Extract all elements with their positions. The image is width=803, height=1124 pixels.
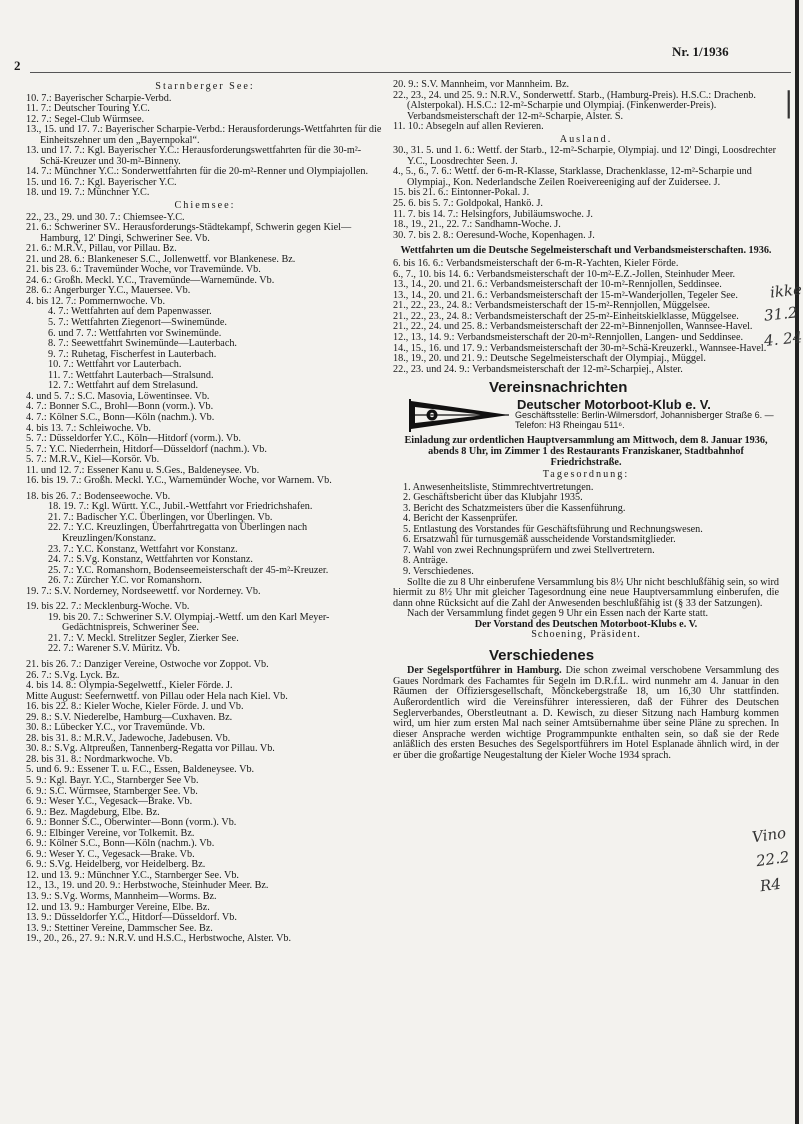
regatta-entry: 30. 7. bis 2. 8.: Oeresund-Woche, Kopenhagen. J. [393, 229, 595, 241]
regatta-entry: 16. bis 19. 7.: Großh. Meckl. Y.C., Warnemünder Woche, vor Warnem. Vb. [26, 475, 332, 487]
regatta-sub-entry: 11. 7.: Wettfahrt Lauterbach—Stralsund. [48, 369, 214, 381]
regatta-sub-entry: 12. 7.: Wettfahrt auf dem Strelasund. [48, 380, 199, 392]
regatta-entry: 11. 10.: Absegeln auf allen Revieren. [393, 121, 544, 133]
regatta-entry: 6. 9.: Weser Y. C., Vegesack—Brake. Vb. [26, 848, 195, 860]
regatta-entry: 11. 7. bis 14. 7.: Helsingfors, Jubiläumswoche. J. [393, 208, 593, 220]
regatta-entry: 4. 7.: Kölner S.C., Bonn—Köln (nachm.). Vb. [26, 411, 215, 423]
regatta-entry: 4. und 5. 7.: S.C. Masovia, Löwentinsee. Vb. [26, 390, 210, 402]
regatta-entry: 4. bis 12. 7.: Pommernwoche. Vb. [26, 295, 166, 307]
meeting-note: Nach der Versammlung findet gegen 9 Uhr ein Essen nach der Karte statt. [407, 608, 709, 620]
regatta-entry: 25. 6. bis 5. 7.: Goldpokal, Hankö. J. [393, 198, 543, 210]
section-heading: Ausland. [559, 133, 613, 145]
regatta-entry: 21., 22., 24. und 25. 8.: Verbandsmeisterschaft der 22-m²-Binnenjollen, Wannsee-Havel. [393, 321, 753, 333]
regatta-entry: 6. 9.: S.C. Würmsee, Starnberger See. Vb. [26, 785, 198, 797]
regatta-entry: 13. und 17. 7.: Kgl. Bayerischer Y.C.: Herausforderungswettfahrten für die 30-m²-Schä-Kreuzer und 30-m²-Binneny. [26, 145, 362, 167]
signature-board: Der Vorstand des Deutschen Motorboot-Klubs e. V. [474, 618, 698, 630]
agenda-item: 6. Ersatzwahl für turnusgemäß ausscheidende Vorstandsmitglieder. [403, 534, 676, 546]
agenda-item: 2. Geschäftsbericht über das Klubjahr 1935. [403, 492, 583, 504]
meeting-notes [393, 578, 779, 620]
regatta-sub-entry: 24. 7.: S.Vg. Konstanz, Wettfahrten vor Konstanz. [48, 554, 253, 566]
page-edge [795, 0, 799, 1124]
regatta-entry: 6. 9.: Weser Y.C., Vegesack—Brake. Vb. [26, 796, 193, 808]
right-column [393, 80, 779, 761]
regatta-entry: 6. 9.: Kölner S.C., Bonn—Köln (nachm.). Vb. [26, 838, 215, 850]
regatta-sub-entry: 6. und 7. 7.: Wettfahrten vor Swinemünde. [48, 327, 222, 339]
regatta-entry: 15. und 16. 7.: Kgl. Bayerischer Y.C. [26, 176, 177, 188]
vereinsnachrichten-title: Vereinsnachrichten [489, 379, 628, 397]
regatta-entry: 13. 9.: Stettiner Vereine, Dammscher See. Bz. [26, 922, 213, 934]
regatta-entry: 19., 20., 26., 27. 9.: N.R.V. und H.S.C., Herbstwoche, Alster. Vb. [26, 933, 292, 945]
regatta-entry: 24. 6.: Großh. Meckl. Y.C., Travemünde—Warnemünde. Vb. [26, 274, 275, 286]
regatta-entry: 20. 9.: S.V. Mannheim, vor Mannheim. Bz. [393, 79, 570, 90]
section-heading: Starnberger See: [155, 81, 255, 92]
regatta-sub-entry: 21. 7.: V. Meckl. Strelitzer Segler, Zierker See. [48, 632, 239, 644]
handwritten-margin-note: 31.2 [763, 303, 799, 325]
regatta-entry: 18., 19., 21., 22. 7.: Sandhamn-Woche. J. [393, 219, 561, 231]
regatta-entry: 14. 7.: Münchner Y.C.: Sonderwettfahrten für die 20-m²-Renner und Olympiajollen. [26, 166, 369, 178]
regatta-entry: 5. 9.: Kgl. Bayr. Y.C., Starnberger See Vb. [26, 775, 199, 786]
regatta-entry: 28. bis 31. 8.: M.R.V., Jadewoche, Jadebusen. Vb. [26, 732, 231, 744]
regatta-entry: 4., 5., 6., 7. 6.: Wettf. der 6-m-R-Klasse, Starklasse, Drachenklasse, 12-m²-Scharpie und Olympiaj., Kon. Nederlandsche Zeilen Roeivereeniging auf der Zuidersee. J. [393, 166, 752, 188]
regatta-entry: 12. und 13. 9.: Hamburger Vereine, Elbe. Bz. [26, 901, 210, 913]
agenda-item: 1. Anwesenheitsliste, Stimmrechtvertretungen. [403, 481, 594, 493]
regatta-entry: 19. 7.: S.V. Norderney, Nordseewettf. vor Norderney. Vb. [26, 585, 261, 597]
agenda-item: 7. Wahl von zwei Rechnungsprüfern und zwei Stellvertretern. [403, 544, 655, 556]
regatta-entry: 30. 8.: Lübecker Y.C., vor Travemünde. Vb. [26, 722, 205, 734]
regatta-sub-entry: 4. 7.: Wettfahrten auf dem Papenwasser. [48, 306, 212, 318]
regatta-entry: 28. 6.: Angerburger Y.C., Mauersee. Vb. [26, 285, 191, 297]
handwritten-margin-note: R4 [758, 874, 782, 896]
regatta-sub-entry: 23. 7.: Y.C. Konstanz, Wettfahrt vor Konstanz. [48, 543, 238, 555]
page-number: 2 [14, 58, 21, 73]
regatta-entry: 21., 22., 23., 24. 8.: Verbandsmeisterschaft der 25-m²-Einheitskielklasse, Müggelsee. [393, 310, 739, 322]
regatta-entry: 6. bis 16. 6.: Verbandsmeisterschaft der 6-m-R-Yachten, Kieler Förde. [393, 258, 679, 270]
section-heading: Chiemsee: [174, 200, 236, 212]
regatta-entry: 13. 9.: S.Vg. Worms, Mannheim—Worms. Bz. [26, 891, 217, 903]
regatta-entry: 13., 14., 20. und 21. 6.: Verbandsmeisterschaft der 10-m²-Rennjollen, Seddinsee. [393, 279, 722, 291]
regatta-entry: 5. und 6. 9.: Essener T. u. F.C., Essen, Baldeneysee. Vb. [26, 764, 255, 776]
regatta-entry: 16. bis 22. 8.: Kieler Woche, Kieler Förde. J. und Vb. [26, 701, 244, 713]
regatta-list-continued [393, 80, 779, 375]
regatta-entry: 26. 7.: S.Vg. Lyck. Bz. [26, 669, 120, 681]
regatta-entry: 19. bis 22. 7.: Mecklenburg-Woche. Vb. [26, 601, 190, 613]
article-lead: Der Segelsportführer in Hamburg. [407, 665, 562, 677]
regatta-entry: 14., 15., 16. und 17. 9.: Verbandsmeisterschaft der 30-m²-Schä-Kreuzerkl., Wannsee-Havel. [393, 342, 767, 354]
regatta-entry: 21. bis 23. 6.: Travemünder Woche, vor Travemünde. Vb. [26, 264, 261, 276]
agenda-heading: Tagesordnung: [542, 469, 630, 481]
handwritten-margin-note: ikke [769, 280, 803, 302]
regatta-entry: 28. bis 31. 8.: Nordmarkwoche. Vb. [26, 753, 173, 765]
regatta-entry: 5. 7.: M.R.V., Kiel—Korsör. Vb. [26, 454, 160, 466]
regatta-sub-entry: 18. 19. 7.: Kgl. Württ. Y.C., Jubil.-Wettfahrt vor Friedrichshafen. [48, 501, 313, 513]
handwritten-margin-note: | [784, 86, 794, 119]
regatta-entry: 30. 8.: S.Vg. Altpreußen, Tannenberg-Regatta vor Pillau. Vb. [26, 743, 275, 755]
signature-president: Schoening, Präsident. [531, 629, 641, 641]
regatta-entry: 12., 13., 19. und 20. 9.: Herbstwoche, Steinhuder Meer. Bz. [26, 880, 269, 892]
agenda-list [393, 483, 779, 578]
regatta-entry: 6., 7., 10. bis 14. 6.: Verbandsmeisterschaft der 10-m²-E.Z.-Jollen, Steinhuder Meer. [393, 268, 736, 280]
issue-number: Nr. 1/1936 [672, 44, 729, 59]
regatta-entry: 5. 7.: Y.C. Niederrhein, Hitdorf—Düsseldorf (nachm.). Vb. [26, 443, 267, 455]
regatta-entry: 13., 14., 20. und 21. 6.: Verbandsmeisterschaft der 15-m²-Wanderjollen, Tegeler See. [393, 289, 738, 301]
regatta-entry: 18. bis 26. 7.: Bodenseewoche. Vb. [26, 490, 171, 502]
regatta-entry: 13., 15. und 17. 7.: Bayerischer Scharpie-Verbd.: Herausforderungs-Wettfahrten für die Einheitszehner um den „Bayernpokal“. [26, 124, 382, 146]
agenda-item: 5. Entlastung des Vorstandes für Geschäftsführung und Rechnungswesen. [403, 523, 703, 535]
verschiedenes-title: Verschiedenes [489, 646, 595, 664]
regatta-entry: 21. 6.: Schweriner SV.. Herausforderungs-Städtekampf, Schwerin gegen Kiel—Hamburg, 12' Dingi, Schweriner See. Vb. [26, 222, 352, 244]
regatta-entry: 29. 8.: S.V. Niederelbe, Hamburg—Cuxhaven. Bz. [26, 711, 233, 723]
regatta-entry: 21. 6.: M.R.V., Pillau, vor Pillau. Bz. [26, 243, 177, 255]
regatta-entry: 21. und 28. 6.: Blankeneser S.C., Jollenwettf. vor Blankenese. Bz. [26, 253, 296, 265]
regatta-entry: 11. und 12. 7.: Essener Kanu u. S.Ges., Baldeneysee. Vb. [26, 464, 260, 476]
regatta-sub-entry: 5. 7.: Wettfahrten Ziegenort—Swinemünde. [48, 317, 227, 329]
agenda-item: 9. Verschiedenes. [403, 566, 474, 578]
regatta-entry: 6. 9.: Bez. Magdeburg, Elbe. Bz. [26, 806, 160, 818]
regatta-entry: 5. 7.: Düsseldorfer Y.C., Köln—Hitdorf (vorm.). Vb. [26, 433, 241, 445]
regatta-sub-entry: 10. 7.: Wettfahrt vor Lauterbach. [48, 359, 182, 371]
regatta-sub-entry: 8. 7.: Seewettfahrt Swinemünde—Lauterbach. [48, 338, 237, 350]
regatta-sub-entry: 26. 7.: Zürcher Y.C. vor Romanshorn. [48, 575, 202, 587]
handwritten-margin-note: 4. 24 [763, 328, 803, 350]
regatta-entry: 10. 7.: Bayerischer Scharpie-Verbd. [26, 92, 172, 104]
regatta-entry: 6. 9.: S.Vg. Heidelberg, vor Heidelberg. Bz. [26, 859, 206, 871]
header-rule [30, 72, 791, 73]
vereinsnachrichten-section [393, 379, 779, 641]
regatta-entry: 12. 7.: Segel-Club Würmsee. [26, 113, 145, 125]
regatta-sub-entry: 21. 7.: Badischer Y.C. Überlingen, vor Überlingen. Vb. [48, 511, 273, 523]
verschiedenes-article [393, 666, 779, 761]
regatta-entry: 21., 22., 23., 24. 8.: Verbandsmeisterschaft der 15-m²-Rennjollen, Müggelsee. [393, 300, 710, 312]
regatta-entry: Mitte August: Seefernwettf. von Pillau oder Hela nach Kiel. Vb. [26, 690, 288, 702]
article-body: Die schon zweimal verschobene Versammlung des Gaues Nordmark des Fachamtes für Segeln im D.R.f.L. wird nunmehr am 4. Januar in den Räumen der Offiziersgesellschaft, Mönckebergstraße 18, um 16,30 Uhr stattfinden. Außerordentlich wird die Vereinsführer interessieren, daß der Führer des Deutschen Seglerverbandes, Oberstleutnant a. D. Kewisch, zu dieser Sitzung nach Hamburg kommen wird, um hier zum ersten Mal nach seiner Amtsübernahme über seine Pläne zu sprechen. In dieser Ansprache werden wichtige Programmpunkte enthalten sein, so daß sie der Rede anläßlich des ersten Besuches des Segelsportführers im Hotel Esplanade ähnlich wird, in der er über die großartige Neugestaltung der Kieler Woche 1934 sprach. [393, 665, 779, 761]
regatta-sub-entry: 25. 7.: Y.C. Romanshorn, Bodenseemeisterschaft der 45-m²-Kreuzer. [48, 564, 329, 576]
club-address: Geschäftsstelle: Berlin-Wilmersdorf, Johannisberger Straße 6. — Telefon: H3 Rheingau 511⁶. [515, 410, 774, 431]
agenda-item: 8. Anträge. [403, 555, 448, 567]
regatta-sub-entry: 22. 7.: Y.C. Kreuzlingen, Überfahrtregatta von Überlingen nach Kreuzlingen/Konstanz. [48, 522, 308, 544]
regatta-entry: 6. 9.: Elbinger Vereine, vor Tolkemit. Bz. [26, 827, 195, 839]
regatta-entry: 11. 7.: Deutscher Touring Y.C. [26, 103, 150, 115]
meeting-note: Sollte die zu 8 Uhr einberufene Versammlung bis 8½ Uhr nicht beschlußfähig sein, so wird hiermit zu 8½ Uhr mit gleicher Tagesordnung eine neue Hauptversammlung einberufen, die dann ohne Rücksicht auf die Zahl der Anwesenden beschlußfähig ist (§ 33 der Satzungen). [393, 576, 779, 609]
regatta-sub-entry: 9. 7.: Ruhetag, Fischerfest in Lauterbach. [48, 348, 217, 360]
regatta-entry: 18., 19., 20. und 21. 9.: Deutsche Segelmeisterschaft der Olympiaj., Müggel. [393, 353, 706, 365]
regatta-entry: 15. bis 21. 6.: Eintonner-Pokal. J. [393, 187, 530, 199]
regatta-entry: 12., 13., 14. 9.: Verbandsmeisterschaft der 20-m²-Rennjollen, Langen- und Seddinsee. [393, 332, 744, 344]
handwritten-margin-note: Vino [750, 823, 788, 847]
handwritten-margin-note: 22.2 [754, 847, 791, 871]
regatta-entry: 22., 23., 24. und 25. 9.: N.R.V., Sonderwettf. Starb., (Hamburg-Preis). H.S.C.: Drachenb. (Alsterpokal). H.S.C.: 12-m²-Scharpie und Olympiaj. (Finkenwerder-Preis). Verbandsmeisterschaft der 12-m²-Scharpie, Alster. S. [393, 89, 756, 122]
regatta-entry: 4. bis 13. 7.: Schleiwoche. Vb. [26, 422, 151, 434]
regatta-entry: 18. und 19. 7.: Münchner Y.C. [26, 187, 150, 199]
regatta-sub-entry: 19. bis 20. 7.: Schweriner S.V. Olympiaj.-Wettf. um den Karl Meyer-Gedächtnispreis, Schweriner See. [48, 611, 330, 634]
regatta-entry: 6. 9.: Bonner S.C., Oberwinter—Bonn (vorm.). Vb. [26, 817, 237, 829]
regatta-entry: 13. 9.: Düsseldorfer Y.C., Hitdorf—Düsseldorf. Vb. [26, 912, 237, 924]
regatta-entry: 4. bis 14. 8.: Olympia-Segelwettf., Kieler Förde. J. [26, 680, 233, 692]
regatta-entry: 30., 31. 5. und 1. 6.: Wettf. der Starb., 12-m²-Scharpie, Olympiaj. und 12' Dingi, Loosdrechter Y.C., Loosdrechter Seen. J. [393, 145, 777, 167]
agenda-item: 4. Bericht der Kassenprüfer. [403, 513, 518, 525]
regatta-entry: 22., 23., 29. und 30. 7.: Chiemsee-Y.C. [26, 211, 185, 223]
left-column [26, 80, 384, 945]
meeting-invitation: Einladung zur ordentlichen Hauptversammlung am Mittwoch, dem 8. Januar 1936, abends 8 Uhr, im Zimmer 1 des Restaurants Franziskaner, Stadtbahnhof Friedrichstraße. [404, 435, 768, 468]
regatta-entry: 22., 23. und 24. 9.: Verbandsmeisterschaft der 12-m²-Scharpiej., Alster. [393, 363, 683, 375]
regatta-entry: 12. und 13. 9.: Münchner Y.C., Starnberger See. Vb. [26, 869, 239, 881]
verschiedenes-section [393, 646, 779, 761]
regatta-entry: 4. 7.: Bonner S.C., Brohl—Bonn (vorm.). Vb. [26, 401, 214, 413]
championship-heading: Wettfahrten um die Deutsche Segelmeisterschaft und Verbandsmeisterschaften. 1936. [400, 245, 772, 257]
agenda-item: 3. Bericht des Schatzmeisters über die Kassenführung. [403, 502, 626, 514]
regatta-entry: 21. bis 26. 7.: Danziger Vereine, Ostwoche vor Zoppot. Vb. [26, 658, 269, 670]
regatta-sub-entry: 22. 7.: Warener S.V. Müritz. Vb. [48, 643, 180, 655]
club-name: Deutscher Motorboot-Klub e. V. [517, 396, 711, 412]
club-pennant-icon [407, 397, 511, 433]
